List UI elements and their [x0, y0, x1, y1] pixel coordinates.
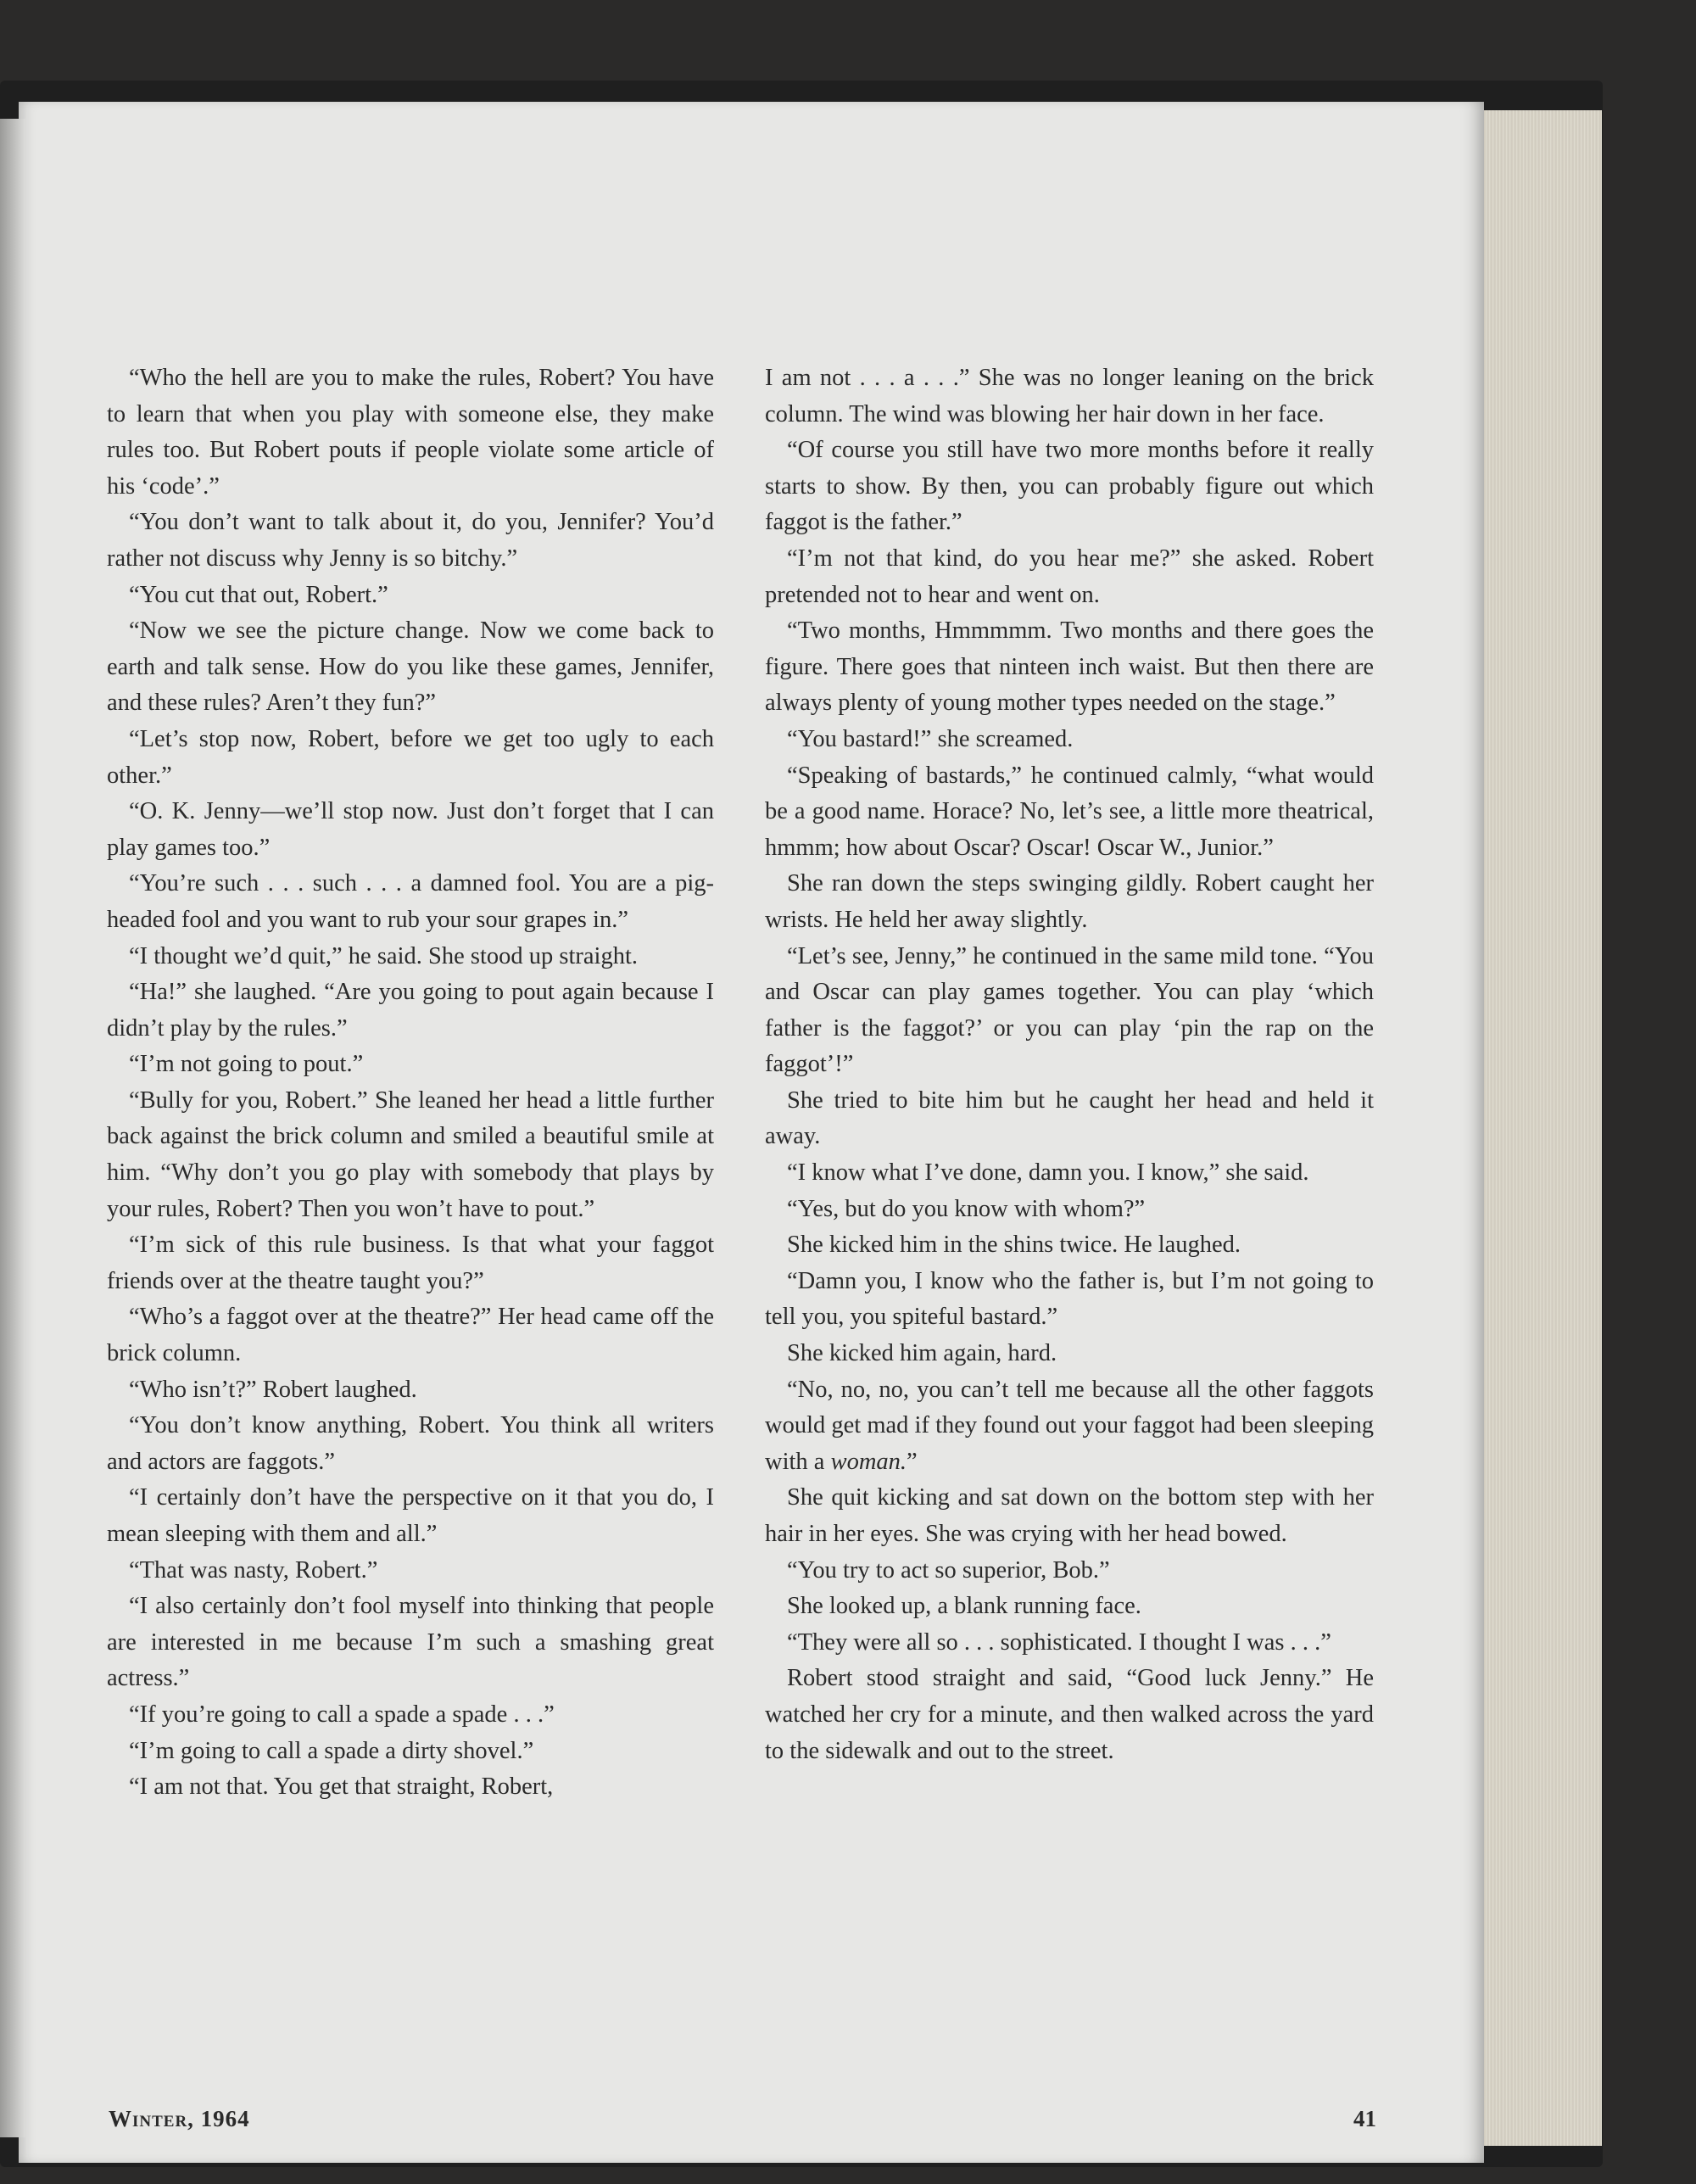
- paragraph: “That was nasty, Robert.”: [129, 1556, 378, 1584]
- paragraph: I am not . . . a . . .” She was no longer leaning on the brick column. The wind was blowing her hair down in her face.: [765, 365, 1374, 427]
- paragraph: “O. K. Jenny—we’ll stop now. Just don’t forget that I can play games too.”: [107, 798, 714, 861]
- paragraph: “I’m sick of this rule business. Is that what your faggot friends over at the theatre taught you?”: [107, 1232, 714, 1294]
- paragraph: She quit kicking and sat down on the bottom step with her hair in her eyes. She was crying with her head bowed.: [765, 1484, 1374, 1547]
- book-page: [19, 102, 1484, 2163]
- paragraph: She looked up, a blank running face.: [787, 1593, 1141, 1620]
- paragraph: She kicked him in the shins twice. He laughed.: [787, 1232, 1241, 1259]
- paragraph: “Speaking of bastards,” he continued calmly, “what would be a good name. Horace? No, let’s see, a little more theatrical, hmmm; how about Oscar? Oscar! Oscar W., Junior.”: [765, 762, 1374, 861]
- paragraph: She kicked him again, hard.: [787, 1340, 1057, 1367]
- paragraph: “I am not that. You get that straight, Robert,: [129, 1773, 554, 1801]
- paragraph: “You don’t want to talk about it, do you, Jennifer? You’d rather not discuss why Jenny is so bitchy.”: [107, 509, 714, 572]
- paragraph: “Two months, Hmmmmm. Two months and there goes the figure. There goes that ninteen inch waist. But then there are always plenty of young mother types needed on the stage.”: [765, 617, 1374, 717]
- paragraph: “No, no, no, you can’t tell me because all the other faggots would get mad if they found out your faggot had been sleeping with a woman.”: [765, 1376, 1374, 1475]
- paragraph: “They were all so . . . sophisticated. I thought I was . . .”: [787, 1628, 1331, 1656]
- paragraph: She tried to bite him but he caught her head and held it away.: [765, 1086, 1374, 1150]
- paragraph: Robert stood straight and said, “Good luck Jenny.” He watched her cry for a minute, and then walked across the yard to the sidewalk and out to the street.: [765, 1665, 1374, 1764]
- paragraph: “I know what I’ve done, damn you. I know,” she said.: [787, 1159, 1309, 1187]
- paragraph: “You cut that out, Robert.”: [129, 581, 388, 608]
- paragraph: “You try to act so superior, Bob.”: [787, 1556, 1110, 1584]
- previous-page-edge: [0, 119, 25, 2137]
- page-number: 41: [1353, 2106, 1376, 2131]
- paragraph: “Who’s a faggot over at the theatre?” Her head came off the brick column.: [107, 1304, 714, 1367]
- paragraph: “I’m not going to pout.”: [129, 1051, 364, 1078]
- page-edges: [1480, 110, 1602, 2146]
- paragraph: “I’m going to call a spade a dirty shovel.”: [129, 1737, 534, 1764]
- right-column: [765, 360, 1374, 1769]
- paragraph: “Ha!” she laughed. “Are you going to pout again because I didn’t play by the rules.”: [107, 979, 714, 1042]
- paragraph: “I also certainly don’t fool myself into thinking that people are interested in me because I’m such a smashing great actress.”: [107, 1593, 714, 1692]
- paragraph: “You don’t know anything, Robert. You think all writers and actors are faggots.”: [107, 1412, 714, 1475]
- paragraph: “I certainly don’t have the perspective on it that you do, I mean sleeping with them and all.”: [107, 1484, 714, 1547]
- paragraph: “Of course you still have two more months before it really starts to show. By then, you can probably figure out which faggot is the father.”: [765, 437, 1374, 536]
- paragraph: “If you’re going to call a spade a spade . . .”: [129, 1701, 555, 1728]
- paragraph: “I’m not that kind, do you hear me?” she asked. Robert pretended not to hear and went on.: [765, 545, 1374, 608]
- paragraph: “Who the hell are you to make the rules, Robert? You have to learn that when you play with someone else, they make rules too. But Robert pouts if people violate some article of his ‘code’.”: [107, 365, 714, 500]
- paragraph: “Bully for you, Robert.” She leaned her head a little further back against the brick column and smiled a beautiful smile at him. “Why don’t you go play with somebody that plays by your rules, Robert? Then you won’t have to pout.”: [107, 1086, 714, 1222]
- paragraph: “Let’s stop now, Robert, before we get too ugly to each other.”: [107, 725, 714, 789]
- paragraph: “Let’s see, Jenny,” he continued in the same mild tone. “You and Oscar can play games together. You can play ‘which father is the faggot?’ or you can play ‘pin the rap on the faggot’!”: [765, 942, 1374, 1078]
- paragraph: “You’re such . . . such . . . a damned fool. You are a pig-headed fool and you want to rub your sour grapes in.”: [107, 870, 714, 933]
- paragraph: “Yes, but do you know with whom?”: [787, 1195, 1146, 1222]
- paragraph: She ran down the steps swinging gildly. Robert caught her wrists. He held her away slightly.: [765, 870, 1374, 933]
- paragraph: “You bastard!” she screamed.: [787, 725, 1074, 752]
- paragraph: “Damn you, I know who the father is, but I’m not going to tell you, you spiteful bastard.”: [765, 1267, 1374, 1331]
- left-column: [107, 360, 714, 1806]
- footer-issue: Winter, 1964: [109, 2106, 250, 2131]
- paragraph: “I thought we’d quit,” he said. She stood up straight.: [129, 942, 638, 969]
- paragraph: “Now we see the picture change. Now we come back to earth and talk sense. How do you like these games, Jennifer, and these rules? Aren’t they fun?”: [107, 617, 714, 717]
- paragraph: “Who isn’t?” Robert laughed.: [129, 1376, 417, 1403]
